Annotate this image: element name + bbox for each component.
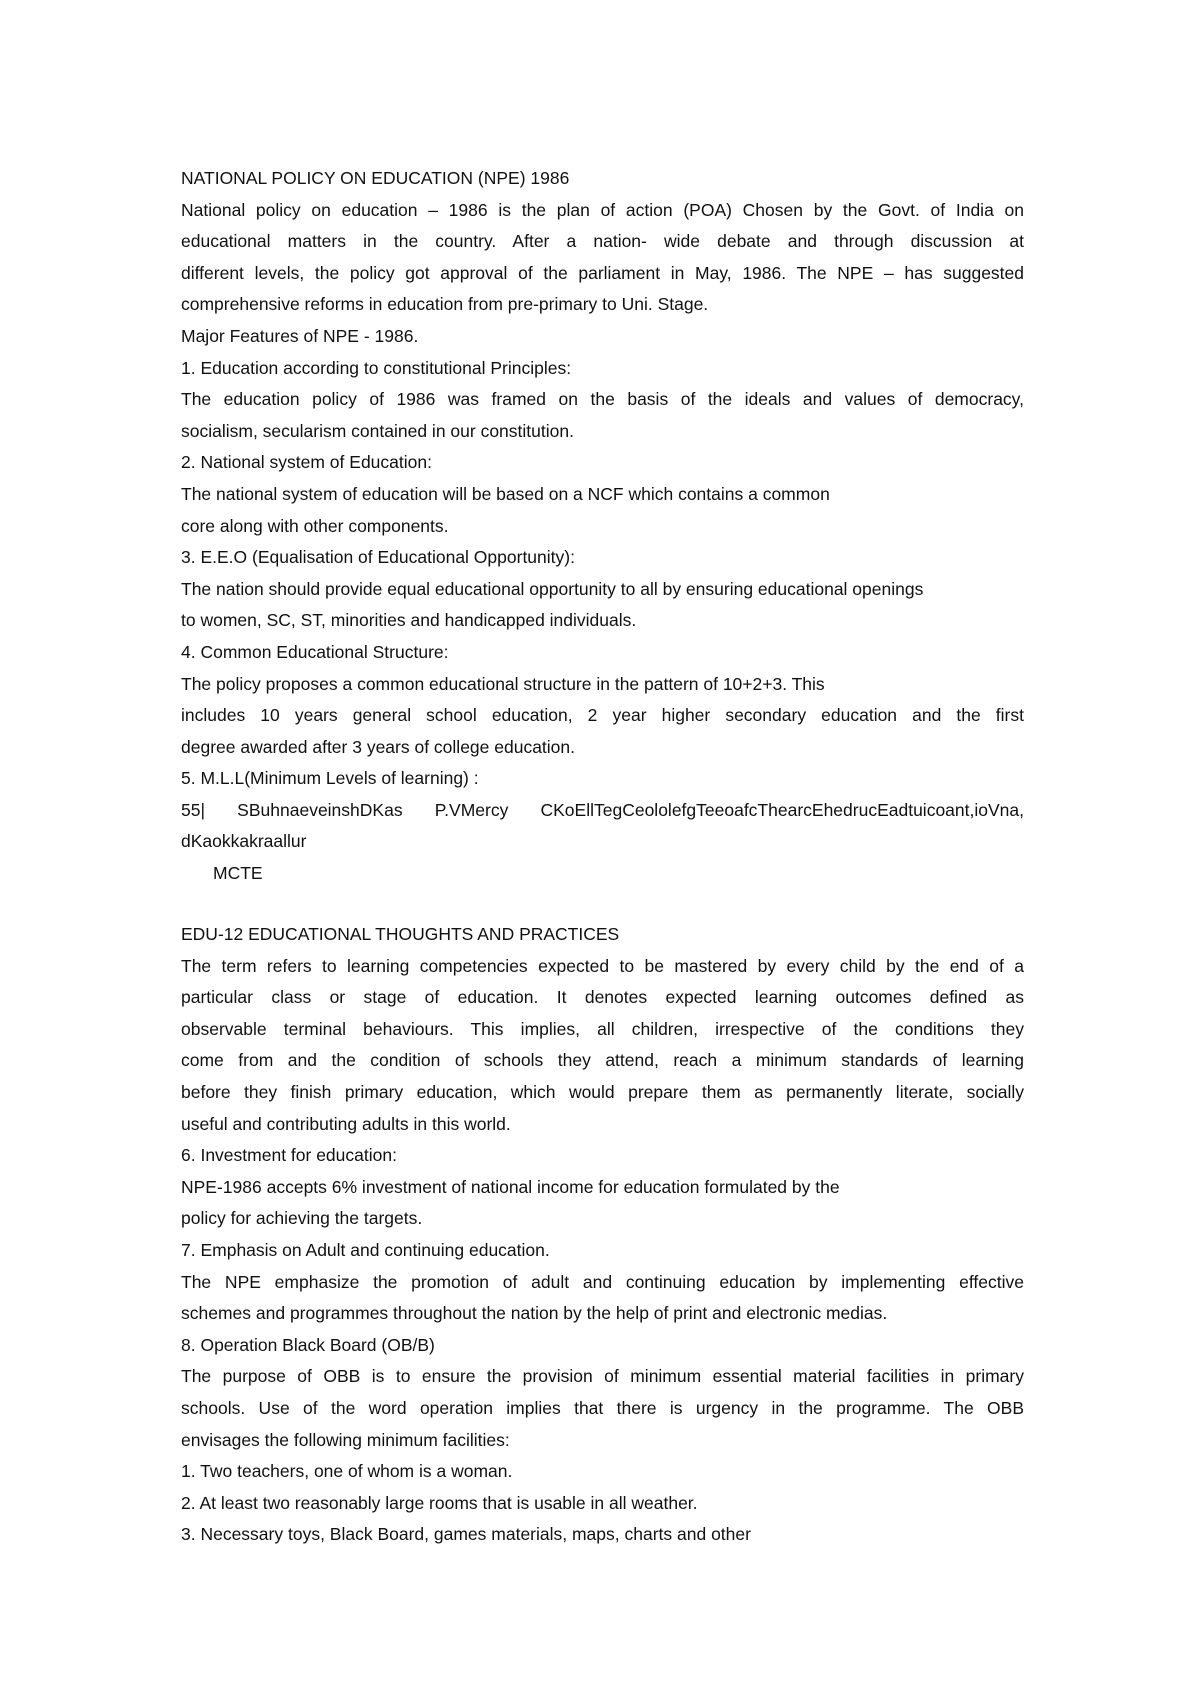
item7-line: schemes and programmes throughout the nation by the help of print and electronic medias.: [181, 1303, 888, 1324]
mll-line: particular class or stage of education. It denotes expected learning outcomes defined as: [181, 987, 1024, 1008]
features-heading: Major Features of NPE - 1986.: [181, 325, 419, 346]
item1-line: socialism, secularism contained in our constitution.: [181, 420, 574, 441]
mll-line: observable terminal behaviours. This implies, all children, irrespective of the conditions they: [181, 1018, 1024, 1039]
facility-item: 3. Necessary toys, Black Board, games materials, maps, charts and other: [181, 1524, 751, 1545]
item1-title: 1. Education according to constitutional Principles:: [181, 357, 572, 378]
item3-line: to women, SC, ST, minorities and handicapped individuals.: [181, 610, 637, 631]
page-header: EDU-12 EDUCATIONAL THOUGHTS AND PRACTICES: [181, 924, 620, 944]
intro-line: different levels, the policy got approval of the parliament in May, 1986. The NPE – has suggested: [181, 262, 1024, 283]
item6-title: 6. Investment for education:: [181, 1145, 397, 1166]
page-footer-mcte: MCTE: [213, 863, 263, 884]
item8-line: The purpose of OBB is to ensure the provision of minimum essential material facilities in primary: [181, 1366, 1024, 1387]
facility-item: 1. Two teachers, one of whom is a woman.: [181, 1461, 513, 1482]
item1-line: The education policy of 1986 was framed on the basis of the ideals and values of democracy,: [181, 389, 1024, 410]
section-edu12: [181, 919, 1024, 1551]
facility-item: 2. At least two reasonably large rooms that is usable in all weather.: [181, 1492, 698, 1513]
item5-title: 5. M.L.L(Minimum Levels of learning) :: [181, 768, 479, 789]
intro-line: National policy on education – 1986 is the plan of action (POA) Chosen by the Govt. of India on: [181, 199, 1024, 220]
item8-line: schools. Use of the word operation implies that there is urgency in the programme. The OBB: [181, 1397, 1024, 1418]
item4-line: degree awarded after 3 years of college education.: [181, 736, 576, 757]
mll-line: come from and the condition of schools they attend, reach a minimum standards of learning: [181, 1050, 1024, 1071]
item2-title: 2. National system of Education:: [181, 452, 432, 473]
item2-line: The national system of education will be based on a NCF which contains a common: [181, 483, 830, 504]
item7-title: 7. Emphasis on Adult and continuing education.: [181, 1239, 550, 1260]
item3-line: The nation should provide equal educational opportunity to all by ensuring educational openings: [181, 578, 924, 599]
item4-line: includes 10 years general school education, 2 year higher secondary education and the first: [181, 705, 1024, 726]
mll-line: useful and contributing adults in this world.: [181, 1113, 511, 1134]
intro-line: educational matters in the country. After a nation- wide debate and through discussion at: [181, 231, 1024, 252]
item4-title: 4. Common Educational Structure:: [181, 641, 449, 662]
section-npe-1986: [181, 163, 1024, 890]
item8-title: 8. Operation Black Board (OB/B): [181, 1334, 435, 1355]
page-footer-garbled: 55| SBuhnaeveinshDKas P.VMercy CKoEllTegCeololefgTeeoafcThearcEhedrucEadtuicoant,ioVna,: [181, 799, 1024, 820]
item7-line: The NPE emphasize the promotion of adult and continuing education by implementing effective: [181, 1271, 1024, 1292]
item3-title: 3. E.E.O (Equalisation of Educational Opportunity):: [181, 547, 575, 568]
item6-line: policy for achieving the targets.: [181, 1208, 423, 1229]
npe-heading: NATIONAL POLICY ON EDUCATION (NPE) 1986: [181, 168, 570, 188]
mll-line: before they finish primary education, which would prepare them as permanently literate, socially: [181, 1081, 1024, 1102]
item2-line: core along with other components.: [181, 515, 449, 536]
page-footer-garbled: dKaokkakraallur: [181, 831, 307, 852]
item4-line: The policy proposes a common educational structure in the pattern of 10+2+3. This: [181, 673, 825, 694]
intro-line: comprehensive reforms in education from pre-primary to Uni. Stage.: [181, 294, 709, 315]
item8-line: envisages the following minimum facilities:: [181, 1429, 510, 1450]
mll-line: The term refers to learning competencies expected to be mastered by every child by the end of a: [181, 955, 1024, 976]
item6-line: NPE-1986 accepts 6% investment of national income for education formulated by the: [181, 1176, 840, 1197]
